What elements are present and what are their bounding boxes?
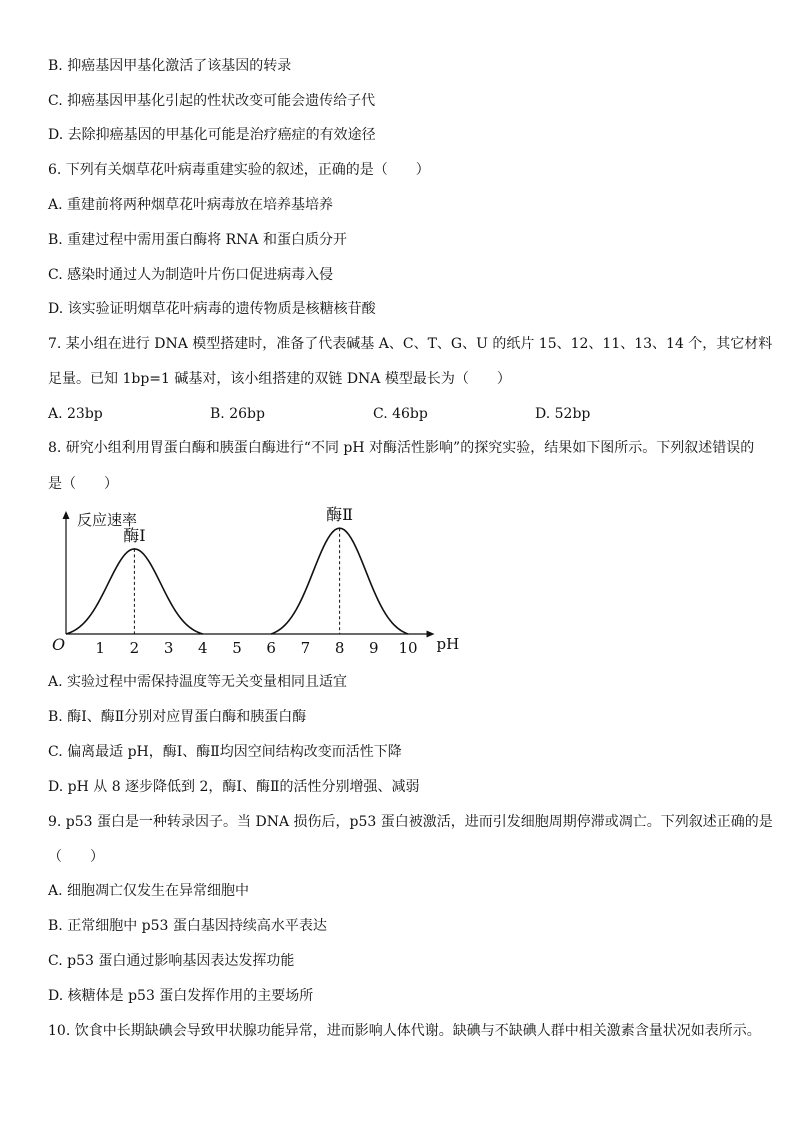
x-axis-arrow <box>427 631 435 638</box>
y-axis-label: 反应速率 <box>77 511 138 529</box>
x-tick-label: 1 <box>95 639 105 655</box>
q5-option-b: B. 抑癌基因甲基化激活了该基因的转录 <box>48 58 292 74</box>
q8-option-c: C. 偏离最适 pH，酶Ⅰ、酶Ⅱ均因空间结构改变而活性下降 <box>48 744 402 760</box>
chart-curves <box>66 525 408 634</box>
x-tick-label: 5 <box>232 639 242 655</box>
x-tick-label: 7 <box>300 639 311 655</box>
q10-stem: 10. 饮食中长期缺碘会导致甲状腺功能异常，进而影响人体代谢。缺碘与不缺碘人群中相关激素含量状况如表所示。 <box>48 1023 761 1039</box>
x-tick-label: 9 <box>369 639 379 655</box>
q6-option-d: D. 该实验证明烟草花叶病毒的遗传物质是核糖核苷酸 <box>48 301 376 317</box>
q7-option-d: D. 52bp <box>535 406 591 422</box>
x-tick-label: 2 <box>129 639 140 655</box>
q7-options <box>48 404 768 424</box>
q7-option-a: A. 23bp <box>48 406 103 422</box>
q6-option-b: B. 重建过程中需用蛋白酶将 RNA 和蛋白质分开 <box>48 232 347 248</box>
q7-stem-line-2: 足量。已知 1bp=1 碱基对，该小组搭建的双链 DNA 模型最长为（ ） <box>48 371 511 387</box>
q9-stem-line-1: 9. p53 蛋白是一种转录因子。当 DNA 损伤后，p53 蛋白被激活，进而引发细胞周期停滞或凋亡。下列叙述正确的是 <box>48 814 773 830</box>
series-label-1: 酶Ⅰ <box>123 525 146 545</box>
q5-option-c: C. 抑癌基因甲基化引起的性状改变可能会遗传给子代 <box>48 93 376 109</box>
q7-option-c: C. 46bp <box>373 406 428 422</box>
q9-option-a: A. 细胞凋亡仅发生在异常细胞中 <box>48 883 250 899</box>
chart-labels <box>52 505 459 655</box>
x-axis-label: pH <box>436 635 460 653</box>
x-tick-label: 8 <box>334 639 345 655</box>
q8-stem-line-2: 是（ ） <box>48 476 118 492</box>
origin-label: O <box>52 635 66 654</box>
y-axis-arrow <box>63 511 70 519</box>
x-tick-label: 6 <box>266 639 276 655</box>
q8-stem-line-1: 8. 研究小组利用胃蛋白酶和胰蛋白酶进行“不同 pH 对酶活性影响”的探究实验，结果如下图所示。下列叙述错误的 <box>48 440 755 456</box>
ph-activity-chart <box>52 505 462 655</box>
q5-option-d: D. 去除抑癌基因的甲基化可能是治疗癌症的有效途径 <box>48 127 376 143</box>
q8-option-b: B. 酶Ⅰ、酶Ⅱ分别对应胃蛋白酶和胰蛋白酶 <box>48 709 307 725</box>
q7-stem-line-1: 7. 某小组在进行 DNA 模型搭建时，准备了代表碱基 A、C、T、G、U 的纸片 15、12、11、13、14 个，其它材料 <box>48 336 773 352</box>
q8-option-a: A. 实验过程中需保持温度等无关变量相同且适宜 <box>48 674 348 690</box>
q6-option-a: A. 重建前将两种烟草花叶病毒放在培养基培养 <box>48 197 334 213</box>
q6-option-c: C. 感染时通过人为制造叶片伤口促进病毒入侵 <box>48 267 334 283</box>
q6-stem: 6. 下列有关烟草花叶病毒重建实验的叙述，正确的是（ ） <box>48 162 430 178</box>
x-tick-label: 3 <box>163 639 174 655</box>
q9-stem-line-2: （ ） <box>48 849 104 865</box>
chart-axes <box>63 511 435 638</box>
x-tick-label: 4 <box>198 639 208 655</box>
q7-option-b: B. 26bp <box>210 406 265 422</box>
series-label-2: 酶Ⅱ <box>326 505 354 525</box>
q9-option-b: B. 正常细胞中 p53 蛋白基因持续高水平表达 <box>48 918 327 934</box>
q9-option-d: D. 核糖体是 p53 蛋白发挥作用的主要场所 <box>48 988 314 1004</box>
q9-option-c: C. p53 蛋白通过影响基因表达发挥功能 <box>48 953 295 969</box>
x-tick-label: 10 <box>398 639 418 655</box>
q8-option-d: D. pH 从 8 逐步降低到 2，酶Ⅰ、酶Ⅱ的活性分别增强、减弱 <box>48 779 420 795</box>
